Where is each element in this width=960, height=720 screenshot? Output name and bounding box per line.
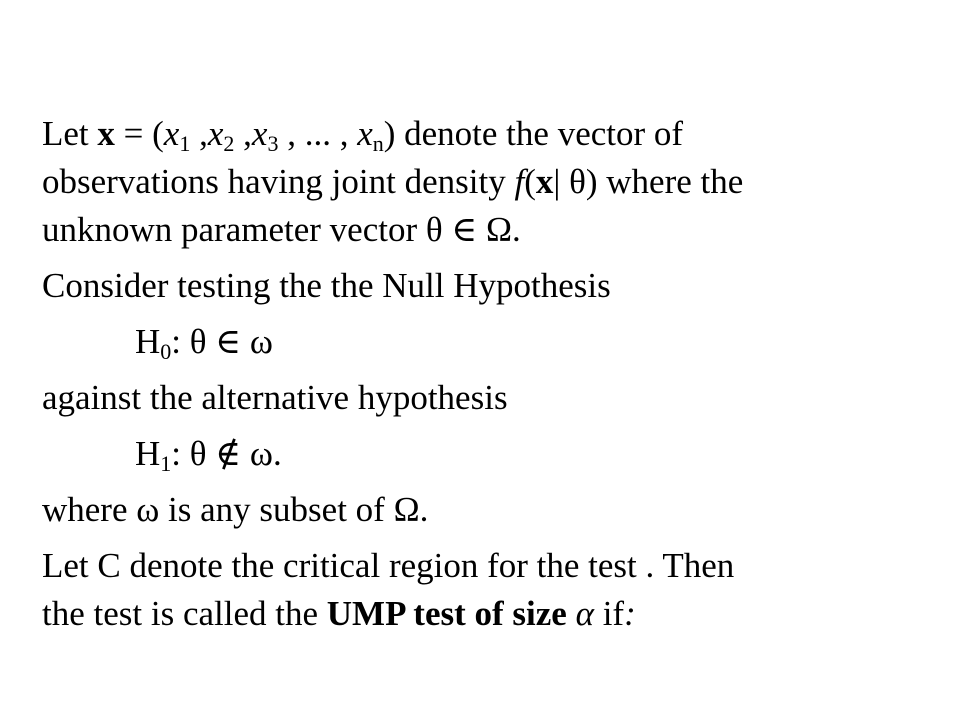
- vector-x: x: [97, 114, 115, 153]
- text-test-called: the test is called the: [42, 594, 327, 633]
- consider-line: Consider testing the the Null Hypothesis: [42, 266, 611, 305]
- paren-open: (: [524, 162, 536, 201]
- text-let: Let: [42, 114, 98, 153]
- alternative-hypothesis: [135, 434, 282, 474]
- text-colon: :: [624, 594, 636, 633]
- h0-statement: : θ ∈ ω: [171, 322, 273, 361]
- symbol-alpha: α: [575, 594, 594, 633]
- text-bar: |: [553, 162, 570, 201]
- comma-1: ,: [190, 114, 208, 153]
- h1-subscript: 1: [160, 451, 172, 476]
- var-x3: x: [251, 114, 268, 153]
- text-where-the: ) where the: [585, 162, 744, 201]
- h1-statement: : θ ∉ ω.: [171, 434, 282, 473]
- para1-line1: [42, 114, 683, 154]
- against-line: against the alternative hypothesis: [42, 378, 508, 417]
- text-if: if: [593, 594, 625, 633]
- para1-line3: unknown parameter vector θ ∈ Ω.: [42, 210, 521, 249]
- para1-line2: [42, 162, 743, 202]
- where-line: where ω is any subset of Ω.: [42, 490, 429, 529]
- sub-3: 3: [267, 131, 279, 156]
- h0-letter: H: [135, 322, 161, 361]
- text-observations: observations having joint density: [42, 162, 515, 201]
- var-xn: x: [357, 114, 373, 153]
- h0-subscript: 0: [160, 339, 172, 364]
- ellipsis: , ... ,: [278, 114, 358, 153]
- text-equals: = (: [114, 114, 164, 153]
- vector-x-density: x: [535, 162, 554, 201]
- text-ump-test: UMP test of size: [326, 594, 576, 633]
- var-x1: x: [163, 114, 180, 153]
- null-hypothesis: [135, 322, 273, 362]
- comma-2: ,: [234, 114, 252, 153]
- sub-2: 2: [223, 131, 235, 156]
- text-denote: ) denote the vector of: [383, 114, 684, 153]
- symbol-theta: θ: [569, 162, 586, 201]
- critical-region-line2: [42, 594, 636, 634]
- var-x2: x: [207, 114, 224, 153]
- func-f: f: [514, 162, 525, 201]
- h1-letter: H: [135, 434, 161, 473]
- sub-n: n: [372, 131, 384, 156]
- critical-region-line1: Let C denote the critical region for the test . Then: [42, 546, 735, 585]
- sub-1: 1: [179, 131, 191, 156]
